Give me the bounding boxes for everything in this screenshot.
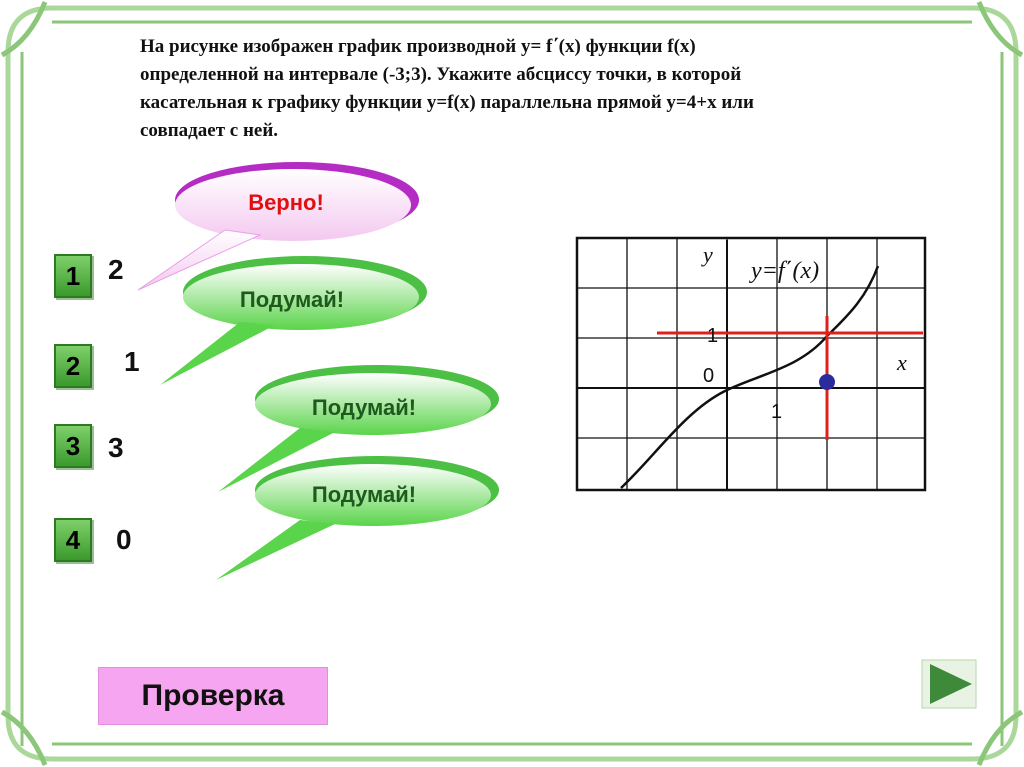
option-number: 1 xyxy=(65,260,81,291)
play-next-icon[interactable] xyxy=(920,658,978,710)
check-button[interactable]: Проверка xyxy=(98,667,328,725)
curve-label: y=f΄(x) xyxy=(751,258,820,284)
y-axis-label: y xyxy=(703,242,713,267)
bubble-think-2-label: Подумай! xyxy=(311,395,417,420)
option-number: 3 xyxy=(65,430,81,461)
x-axis-label: x xyxy=(897,350,907,375)
x-tick-one: 1 xyxy=(771,401,783,423)
question-line: касательная к графику функции y=f(x) параллельна прямой y=4+x или xyxy=(140,92,754,113)
option-number: 4 xyxy=(65,524,81,555)
option-number: 2 xyxy=(65,350,81,381)
option-answer-4: 0 xyxy=(116,524,132,555)
option-answer-2: 1 xyxy=(124,346,140,377)
y-tick-one: 1 xyxy=(707,325,719,347)
option-button-4[interactable] xyxy=(54,518,92,562)
bubble-think-1-label: Подумай! xyxy=(239,287,345,312)
question-line: совпадает с ней. xyxy=(140,120,279,141)
option-answer-1: 2 xyxy=(108,254,124,285)
bubble-think-3-label: Подумай! xyxy=(311,482,417,507)
origin-label: 0 xyxy=(703,365,715,387)
bubble-correct-label: Верно! xyxy=(248,190,324,215)
derivative-graph xyxy=(575,236,927,492)
option-button-3[interactable] xyxy=(54,424,92,468)
option-answer-3: 3 xyxy=(108,432,124,463)
answer-point xyxy=(819,374,835,390)
question-line: На рисунке изображен график производной y= f΄(x) функции f(x) xyxy=(140,36,696,57)
question-line: определенной на интервале (-3;3). Укажите абсциссу точки, в которой xyxy=(140,64,742,85)
option-button-1[interactable] xyxy=(54,254,92,298)
option-button-2[interactable] xyxy=(54,344,92,388)
bubble-think-3[interactable] xyxy=(216,456,499,580)
